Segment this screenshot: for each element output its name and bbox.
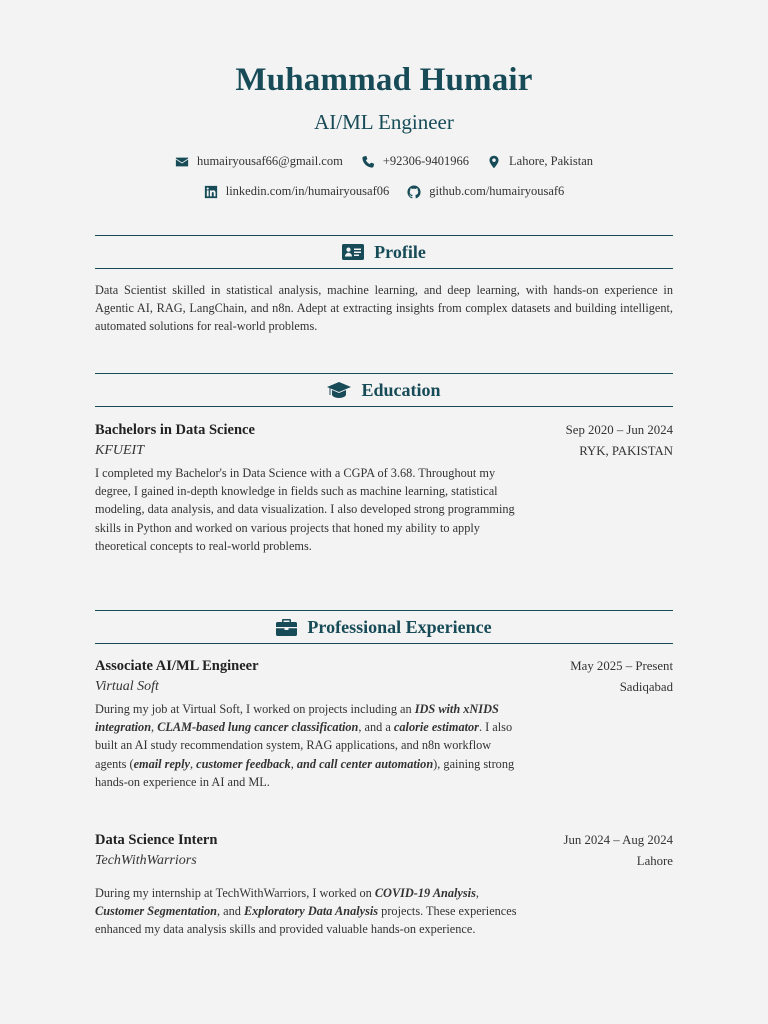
- candidate-name: Muhammad Humair: [235, 62, 533, 98]
- profile-summary: Data Scientist skilled in statistical analysis, machine learning, and deep learning, with hands-on experience in Agentic AI, RAG, LangChain, and n8n. Adept at extracting insights from complex datasets and building intelligent, automated solutions for real-world problems.: [95, 283, 673, 334]
- job-desc-text: , and: [216, 904, 244, 919]
- job-desc-text: . I also built an AI study recommendation system, RAG applications, and n8n workflow agents (: [95, 720, 513, 771]
- job-desc-highlight: Exploratory Data Analysis: [243, 904, 379, 919]
- job-desc-highlight: Customer Segmentation: [95, 904, 217, 919]
- job-dates: Jun 2024 – Aug 2024: [563, 833, 673, 847]
- job-desc-highlight: IDS with xNIDS integration: [95, 702, 499, 735]
- phone-icon: [361, 155, 375, 169]
- job-desc-text: , and a: [358, 720, 394, 735]
- contact-linkedin[interactable]: [204, 184, 390, 199]
- job-desc-highlight: email reply: [133, 756, 190, 771]
- education-school: KFUEIT: [95, 443, 144, 458]
- job-desc-text: ,: [290, 756, 297, 771]
- education-description: I completed my Bachelor's in Data Science with a CGPA of 3.68. Throughout my degree, I gained in-depth knowledge in fields such as machine learning, statistical modeling, data analysis, and data visualization. I also developed strong programming skills in Python and worked on various projects that honed my ability to apply theoretical concepts to real-world problems.: [95, 466, 515, 553]
- job-location: Sadiqabad: [619, 680, 673, 694]
- education-degree: Bachelors in Data Science: [95, 422, 255, 438]
- job-company: TechWithWarriors: [95, 853, 197, 868]
- job-desc-highlight: calorie estimator: [393, 720, 479, 735]
- job-location: Lahore: [636, 854, 673, 868]
- section-heading-experience: [95, 610, 673, 644]
- job-desc-text: projects. These experiences enhanced my data analysis skills and provided valuable hands-on experience.: [95, 904, 517, 937]
- profile-heading-text: Profile: [374, 241, 426, 262]
- job-desc-highlight: customer feedback: [196, 756, 291, 771]
- linkedin-text: linkedin.com/in/humairyousaf06: [225, 184, 390, 198]
- job-title: Associate AI/ML Engineer: [95, 658, 259, 674]
- contact-row-primary: [95, 154, 673, 169]
- education-location: RYK, PAKISTAN: [579, 444, 673, 458]
- contact-row-secondary: [95, 184, 673, 199]
- graduation-cap-icon: [327, 381, 351, 399]
- candidate-role: AI/ML Engineer: [314, 110, 454, 134]
- github-text: github.com/humairyousaf6: [429, 184, 565, 198]
- job-dates: May 2025 – Present: [570, 659, 673, 673]
- briefcase-icon: [276, 618, 297, 636]
- phone-text: +92306-9401966: [382, 154, 470, 168]
- contact-email[interactable]: [175, 154, 343, 169]
- contact-github[interactable]: [407, 184, 564, 199]
- job-title: Data Science Intern: [95, 832, 218, 848]
- education-heading-text: Education: [361, 379, 441, 400]
- job-company: Virtual Soft: [95, 679, 159, 694]
- github-icon: [407, 185, 421, 199]
- job-desc-highlight: CLAM-based lung cancer classification: [157, 720, 359, 735]
- location-text: Lahore, Pakistan: [509, 154, 594, 168]
- email-text: humairyousaf66@gmail.com: [196, 154, 343, 168]
- job-desc-text: ,: [151, 720, 158, 735]
- job-desc-text: ,: [475, 886, 479, 900]
- job-description: [95, 884, 519, 939]
- contact-phone[interactable]: [361, 154, 469, 169]
- section-heading-education: [95, 373, 673, 407]
- job-description: [95, 700, 519, 791]
- job-desc-text: ,: [189, 756, 197, 771]
- job-desc-highlight: COVID-19 Analysis: [374, 886, 476, 900]
- map-pin-icon: [487, 155, 501, 169]
- job-desc-text: During my job at Virtual Soft, I worked on projects including an: [95, 702, 415, 716]
- education-dates: Sep 2020 – Jun 2024: [565, 423, 673, 437]
- linkedin-icon: [204, 185, 218, 199]
- job-desc-text: During my internship at TechWithWarriors, I worked on: [95, 886, 375, 900]
- section-heading-profile: [95, 235, 673, 269]
- contact-location: [487, 154, 593, 169]
- experience-heading-text: Professional Experience: [307, 616, 492, 637]
- job-desc-text: ), gaining strong hands-on experience in AI and ML.: [95, 756, 515, 789]
- envelope-icon: [175, 155, 189, 169]
- id-card-icon: [342, 244, 364, 260]
- job-desc-highlight: and call center automation: [296, 756, 434, 771]
